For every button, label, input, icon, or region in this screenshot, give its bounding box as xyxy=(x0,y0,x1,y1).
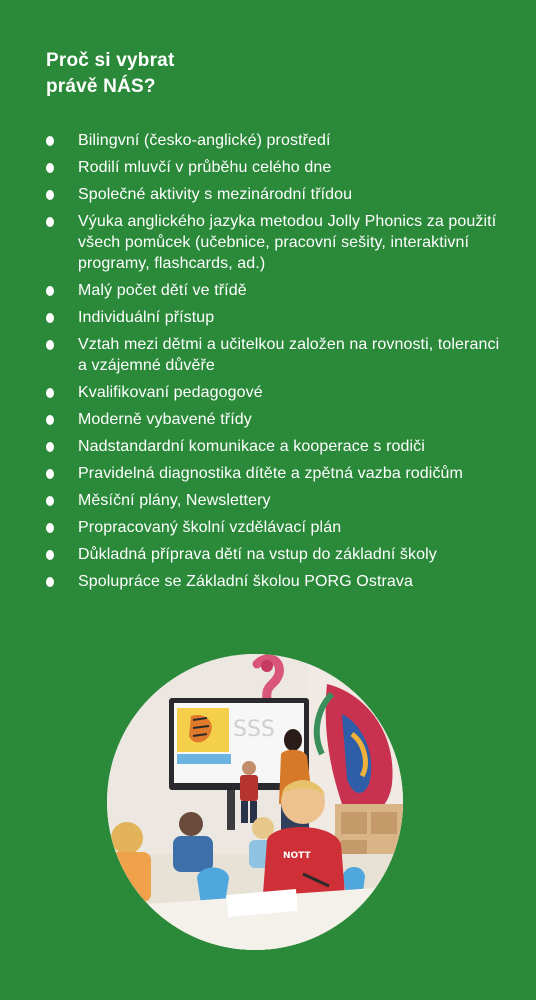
bullet-icon xyxy=(46,577,54,587)
feature-item xyxy=(46,130,506,151)
bullet-icon xyxy=(46,313,54,323)
feature-text: Nadstandardní komunikace a kooperace s rodiči xyxy=(78,438,425,455)
feature-item xyxy=(46,517,506,538)
feature-text: Vztah mezi dětmi a učitelkou založen na rovnosti, toleranci a vzájemné důvěře xyxy=(78,336,500,374)
page-heading xyxy=(46,48,174,100)
feature-text: Výuka anglického jazyka metodou Jolly Phonics za použití všech pomůcek (učebnice, pracovní sešity, interaktivní programy, flashcards, ad.) xyxy=(78,213,497,272)
feature-item xyxy=(46,184,506,205)
feature-text: Důkladná příprava dětí na vstup do základní školy xyxy=(78,546,437,563)
feature-item xyxy=(46,211,506,274)
bullet-icon xyxy=(46,340,54,350)
feature-text: Bilingvní (česko-anglické) prostředí xyxy=(78,132,331,149)
bullet-icon xyxy=(46,388,54,398)
feature-text: Kvalifikovaní pedagogové xyxy=(78,384,263,401)
feature-text: Malý počet dětí ve třídě xyxy=(78,282,247,299)
bullet-icon xyxy=(46,496,54,506)
feature-item xyxy=(46,280,506,301)
feature-text: Propracovaný školní vzdělávací plán xyxy=(78,519,342,536)
feature-item xyxy=(46,307,506,328)
bullet-icon xyxy=(46,523,54,533)
feature-text: Spolupráce se Základní školou PORG Ostrava xyxy=(78,573,414,590)
feature-item xyxy=(46,382,506,403)
feature-item xyxy=(46,490,506,511)
feature-item xyxy=(46,334,506,376)
feature-item xyxy=(46,463,506,484)
feature-item xyxy=(46,157,506,178)
svg-text:SSS: SSS xyxy=(233,717,275,742)
feature-text: Pravidelná diagnostika dítěte a zpětná vazba rodičům xyxy=(78,465,463,482)
bullet-icon xyxy=(46,442,54,452)
bullet-icon xyxy=(46,163,54,173)
feature-item xyxy=(46,544,506,565)
bullet-icon xyxy=(46,550,54,560)
bullet-icon xyxy=(46,190,54,200)
feature-text: Měsíční plány, Newslettery xyxy=(78,492,271,509)
feature-text: Společné aktivity s mezinárodní třídou xyxy=(78,186,353,203)
svg-text:NOTT: NOTT xyxy=(283,851,311,861)
classroom-photo xyxy=(107,654,403,950)
feature-text: Individuální přístup xyxy=(78,309,215,326)
classroom-illustration xyxy=(107,654,403,950)
features-list xyxy=(46,130,506,598)
feature-item xyxy=(46,409,506,430)
bullet-icon xyxy=(46,415,54,425)
feature-item xyxy=(46,571,506,592)
heading-line-1: Proč si vybrat xyxy=(46,50,175,71)
bullet-icon xyxy=(46,286,54,296)
heading-line-2: právě NÁS? xyxy=(46,76,156,97)
bullet-icon xyxy=(46,136,54,146)
feature-item xyxy=(46,436,506,457)
feature-text: Moderně vybavené třídy xyxy=(78,411,252,428)
bullet-icon xyxy=(46,217,54,227)
feature-text: Rodilí mluvčí v průběhu celého dne xyxy=(78,159,332,176)
bullet-icon xyxy=(46,469,54,479)
